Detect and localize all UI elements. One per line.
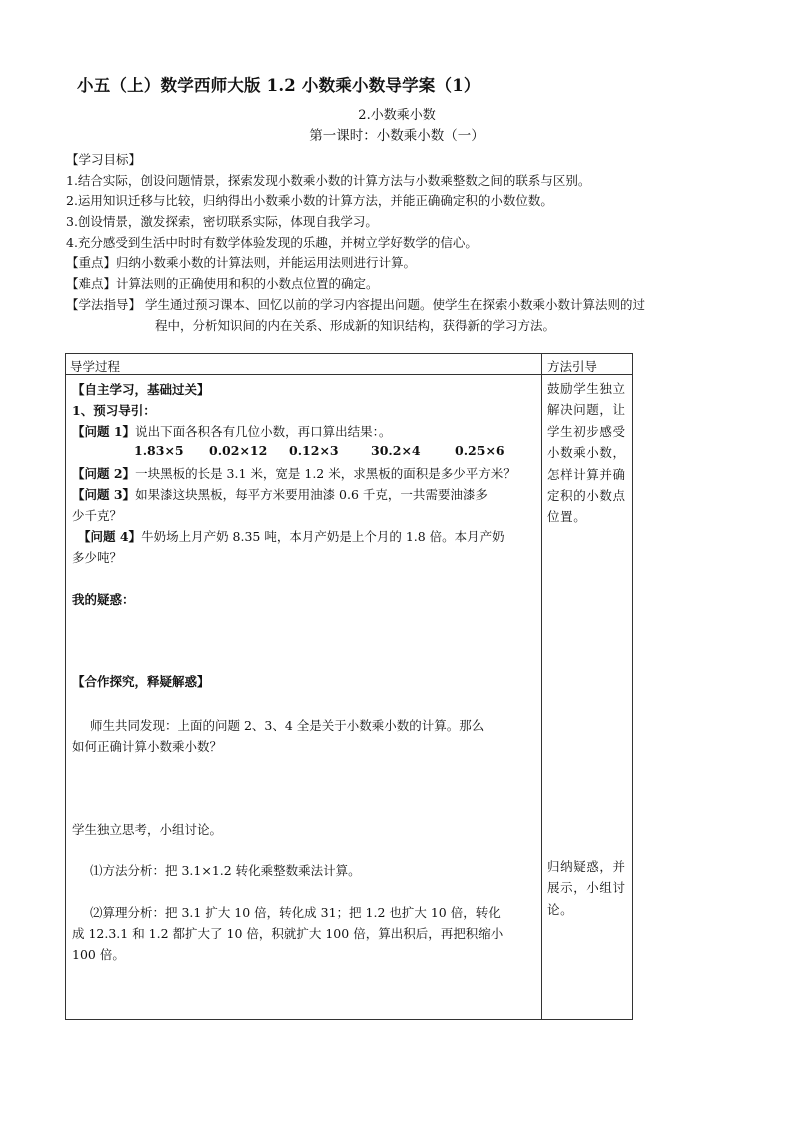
think-discuss: 学生独立思考，小组讨论。 bbox=[72, 822, 223, 837]
key-point-text: 归纳小数乘小数的计算法则，并能运用法则进行计算。 bbox=[116, 255, 417, 270]
method-analysis: ⑴方法分析：把 3.1×1.2 转化乘整数乘法计算。 bbox=[90, 863, 361, 878]
header-method: 方法引导 bbox=[547, 359, 598, 374]
section-cooperative: 【合作探究，释疑解惑】 bbox=[72, 674, 210, 689]
method-text: 学生通过预习课本、回忆以前的学习内容提出问题。使学生在探索小数乘小数计算法则的过 bbox=[141, 297, 645, 312]
guide-note-1: 鼓励学生独立解决问题，让学生初步感受小数乘小数，怎样计算并确定积的小数点位置。 bbox=[547, 381, 626, 525]
question-4-text: 牛奶场上月产奶 8.35 吨，本月产奶是上个月的 1.8 倍。本月产奶 bbox=[141, 529, 505, 544]
calc-item: 0.02×12 bbox=[209, 443, 268, 458]
question-2-text: 一块黑板的长是 3.1 米，宽是 1.2 米，求黑板的面积是多少平方米？ bbox=[135, 466, 516, 481]
difficulty-text: 计算法则的正确使用和积的小数点位置的确定。 bbox=[116, 276, 379, 291]
principle-analysis-line2: 成 12.3.1 和 1.2 都扩大了 10 倍，积就扩大 100 倍，算出积后，再把积缩小 bbox=[72, 926, 504, 941]
principle-analysis: ⑵算理分析：把 3.1 扩大 10 倍，转化成 31；把 1.2 也扩大 10 倍，转化 bbox=[90, 905, 501, 920]
question-3 bbox=[72, 485, 488, 503]
question-4 bbox=[78, 527, 505, 545]
calc-item: 1.83×5 bbox=[134, 443, 184, 458]
section-self-study: 【自主学习，基础过关】 bbox=[72, 382, 210, 397]
calc-item: 0.25×6 bbox=[455, 443, 505, 458]
guide-table bbox=[65, 353, 633, 1020]
objective-item: 1.结合实际，创设问题情景，探索发现小数乘小数的计算方法与小数乘整数之间的联系与区别。 bbox=[66, 173, 591, 188]
objectives-heading: 【学习目标】 bbox=[66, 152, 142, 167]
question-3-label: 【问题 3】 bbox=[72, 487, 136, 502]
guide-note-2: 归纳疑惑，并展示，小组讨论。 bbox=[547, 859, 626, 917]
method-text-continued: 程中，分析知识间的内在关系、形成新的知识结构，获得新的学习方法。 bbox=[155, 318, 556, 333]
difficulty bbox=[66, 274, 379, 292]
header-process: 导学过程 bbox=[70, 359, 121, 374]
method-label: 【学法指导】 bbox=[66, 297, 142, 312]
question-1 bbox=[72, 422, 391, 440]
principle-analysis-line3: 100 倍。 bbox=[72, 947, 125, 962]
question-1-text: 说出下面各积各有几位小数，再口算出结果：。 bbox=[135, 424, 392, 439]
key-point-label: 【重点】 bbox=[66, 255, 117, 270]
section-subtitle: 2.小数乘小数 bbox=[358, 108, 436, 123]
discovery-text-continued: 如何正确计算小数乘小数？ bbox=[72, 739, 223, 754]
objective-item: 3.创设情景，激发探索，密切联系实际，体现自我学习。 bbox=[66, 214, 378, 229]
question-2 bbox=[72, 464, 516, 482]
question-4-continued: 多少吨？ bbox=[72, 550, 123, 565]
lesson-title: 第一课时：小数乘小数（一） bbox=[309, 128, 485, 144]
my-doubts: 我的疑惑： bbox=[72, 592, 135, 607]
preview-guide: 1、预习导引： bbox=[72, 403, 156, 418]
question-4-label: 【问题 4】 bbox=[78, 529, 142, 544]
method-guide bbox=[66, 295, 645, 313]
document-title: 小五（上）数学西师大版 1.2 小数乘小数导学案（1） bbox=[77, 76, 481, 95]
question-1-label: 【问题 1】 bbox=[72, 424, 136, 439]
calc-item: 0.12×3 bbox=[289, 443, 339, 458]
question-3-continued: 少千克？ bbox=[72, 508, 123, 523]
discovery-text: 师生共同发现：上面的问题 2、3、4 全是关于小数乘小数的计算。那么 bbox=[90, 718, 485, 733]
question-2-label: 【问题 2】 bbox=[72, 466, 136, 481]
difficulty-label: 【难点】 bbox=[66, 276, 117, 291]
objective-item: 4.充分感受到生活中时时有数学体验发现的乐趣，并树立学好数学的信心。 bbox=[66, 235, 478, 250]
calc-item: 30.2×4 bbox=[371, 443, 421, 458]
key-point bbox=[66, 253, 416, 271]
objective-item: 2.运用知识迁移与比较，归纳得出小数乘小数的计算方法，并能正确确定积的小数位数。 bbox=[66, 193, 553, 208]
question-3-text: 如果漆这块黑板，每平方米要用油漆 0.6 千克，一共需要油漆多 bbox=[135, 487, 488, 502]
column-divider bbox=[541, 354, 542, 1019]
